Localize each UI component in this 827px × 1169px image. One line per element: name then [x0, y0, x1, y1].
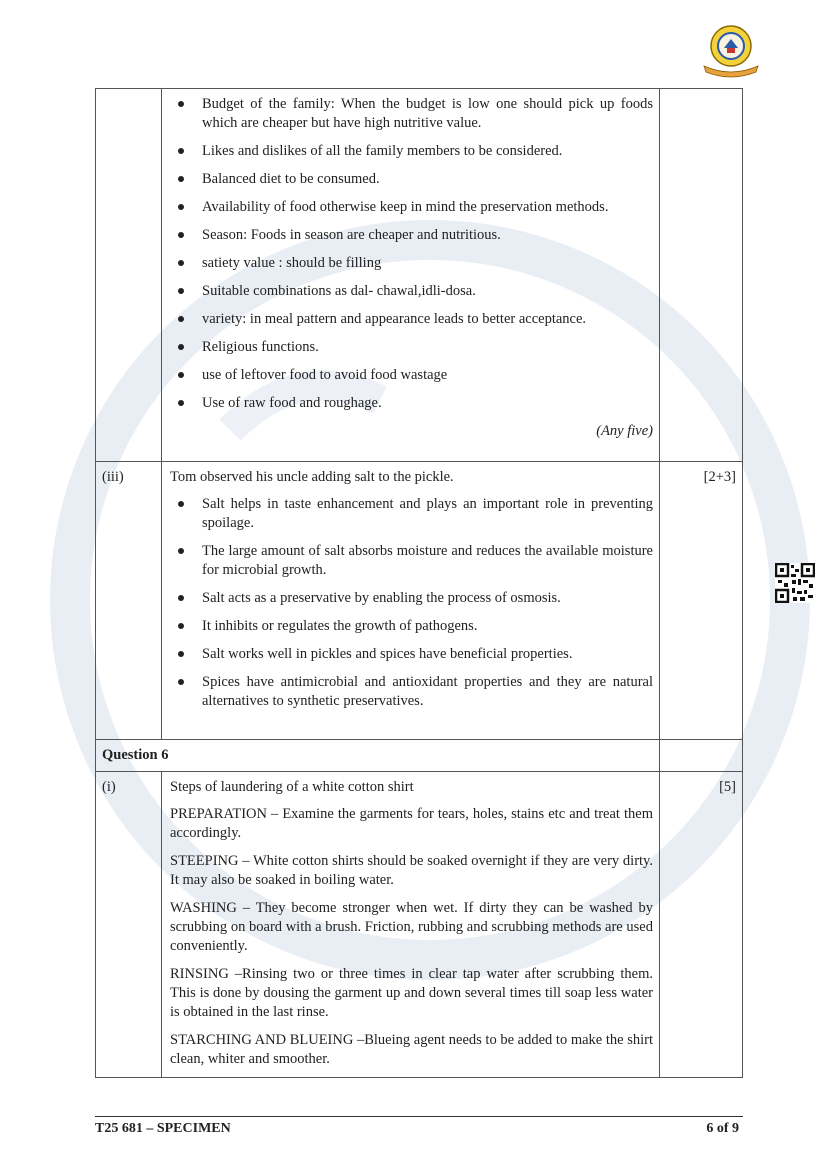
list-item: Salt helps in taste enhancement and plays an important role in preventing spoilage. — [168, 495, 653, 533]
answer-cell — [162, 772, 660, 1078]
laundering-step: PREPARATION – Examine the garments for tears, holes, stains etc and treat them accordingly. — [170, 806, 653, 841]
list-item: Availability of food otherwise keep in mind the preservation methods. — [168, 198, 653, 217]
laundering-step: WASHING – They become stronger when wet. If dirty they can be washed by scrubbing on board with a brush. Friction, rubbing and scrubbing methods are used conveniently. — [170, 900, 653, 954]
footer-divider — [95, 1116, 743, 1117]
list-item: Salt acts as a preservative by enabling the process of osmosis. — [168, 589, 653, 608]
answer-table — [95, 88, 743, 1078]
marks: [5] — [660, 772, 743, 1078]
list-item: Season: Foods in season are cheaper and nutritious. — [168, 226, 653, 245]
list-item: Suitable combinations as dal- chawal,idli-dosa. — [168, 282, 653, 301]
answer-cell — [162, 89, 660, 462]
laundering-step: RINSING –Rinsing two or three times in clear tap water after scrubbing them. This is done by dousing the garment up and down several times till soap less water is obtained in the last rinse. — [170, 966, 653, 1020]
part-label: (iii) — [96, 462, 162, 740]
list-item: Budget of the family: When the budget is low one should pick up foods which are cheaper but have high nutritive value. — [168, 95, 653, 133]
marks-cell — [660, 740, 743, 772]
bullet-list — [168, 95, 653, 413]
list-item: Salt works well in pickles and spices have beneficial properties. — [168, 645, 653, 664]
list-item: Spices have antimicrobial and antioxidant properties and they are natural alternatives to synthetic preservatives. — [168, 673, 653, 711]
list-item: Balanced diet to be consumed. — [168, 170, 653, 189]
marks: [2+3] — [660, 462, 743, 740]
list-item: variety: in meal pattern and appearance leads to better acceptance. — [168, 310, 653, 329]
marks-cell — [660, 89, 743, 462]
part-lead-text: Tom observed his uncle adding salt to the pickle. — [170, 469, 454, 485]
list-item: use of leftover food to avoid food wastage — [168, 366, 653, 385]
any-five-note: (Any five) — [596, 423, 653, 439]
list-item: It inhibits or regulates the growth of pathogens. — [168, 617, 653, 636]
page-number: 6 of 9 — [706, 1121, 739, 1136]
list-item: Likes and dislikes of all the family members to be considered. — [168, 142, 653, 161]
laundering-step: STEEPING – White cotton shirts should be soaked overnight if they are very dirty. It may also be soaked in boiling water. — [170, 853, 653, 888]
part-label: (i) — [96, 772, 162, 1078]
part-lead-text: Steps of laundering of a white cotton shirt — [170, 779, 414, 795]
bullet-list — [168, 495, 653, 711]
list-item: The large amount of salt absorbs moisture and reduces the available moisture for microbial growth. — [168, 542, 653, 580]
list-item: Use of raw food and roughage. — [168, 394, 653, 413]
question-heading: Question 6 — [96, 740, 660, 772]
qr-code-icon — [775, 563, 815, 603]
board-seal-logo-icon — [700, 22, 762, 80]
list-item: satiety value : should be filling — [168, 254, 653, 273]
part-label-cell — [96, 89, 162, 462]
paper-code: T25 681 – SPECIMEN — [95, 1121, 231, 1136]
table-row — [96, 772, 743, 1078]
list-item: Religious functions. — [168, 338, 653, 357]
laundering-step: STARCHING AND BLUEING –Blueing agent needs to be added to make the shirt clean, whiter and smoother. — [170, 1032, 653, 1067]
table-row — [96, 462, 743, 740]
table-row — [96, 740, 743, 772]
answer-cell — [162, 462, 660, 740]
table-row — [96, 89, 743, 462]
